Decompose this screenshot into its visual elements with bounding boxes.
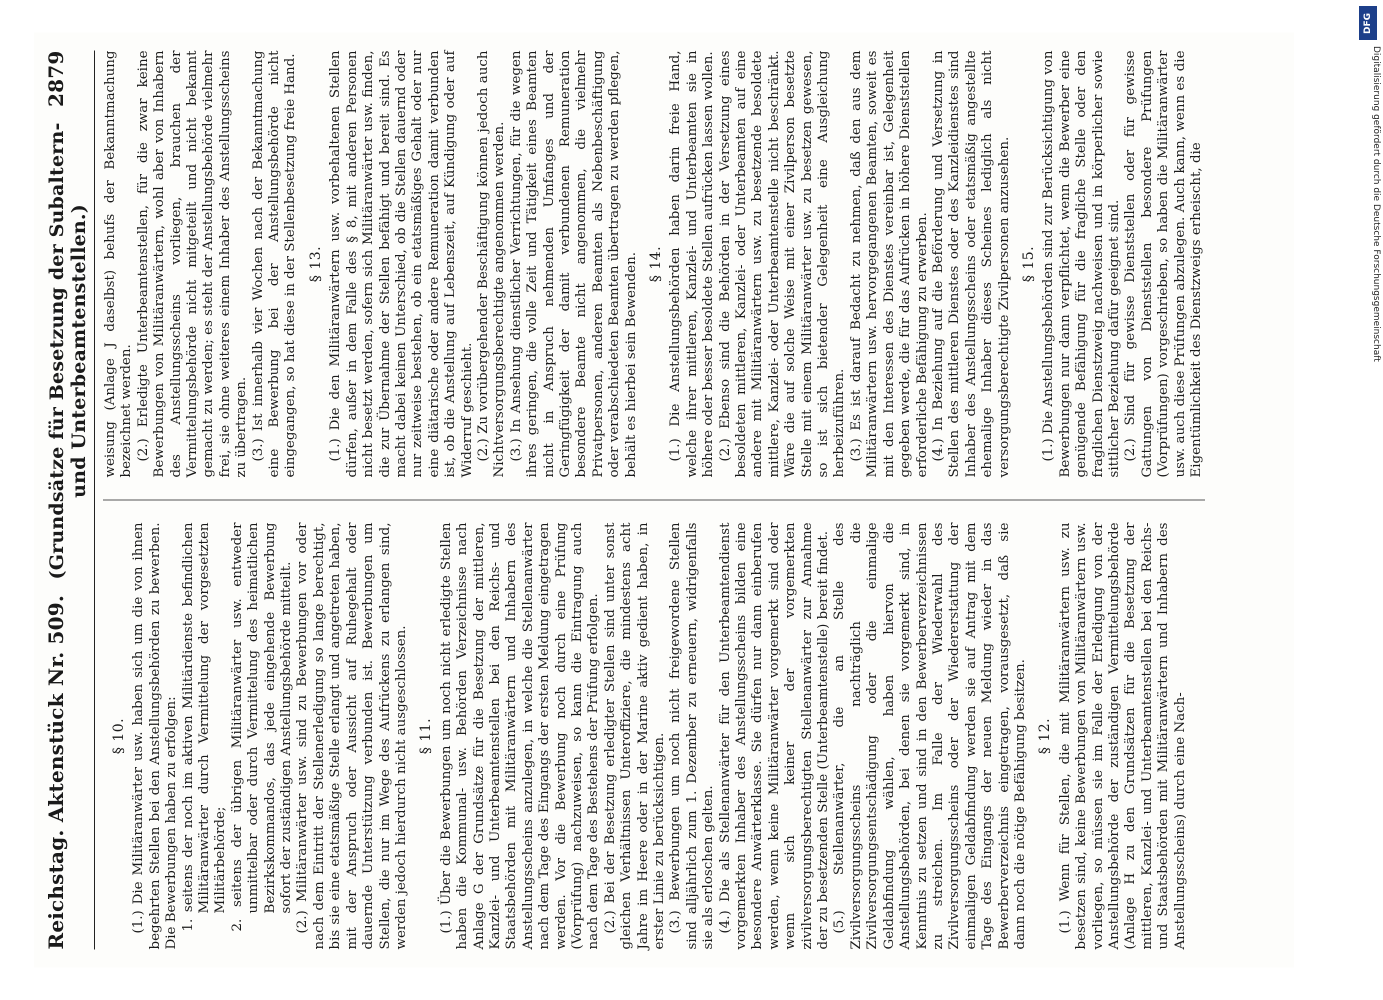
paragraph: (4.) Die als Stellenanwärter für den Unterbeamtendienst vorgemerkten Inhaber des Anstellungsscheins bilden eine besondere Anwärterklasse. Sie dürfen nur dann einberufen werden, wenn keine Militäranwärter vorgemerkt sind oder wenn sich keiner der vorgemerkten zivilversorgungsberechtigten Stellenanwärter zur Annahme der zu besetzenden Stelle (Unterbeamtenstelle) bereit findet. bbox=[717, 522, 831, 950]
text-columns bbox=[103, 51, 1205, 950]
paragraph: (3.) Ist innerhalb vier Wochen nach der Bekanntmachung eine Bewerbung bei der Anstellungsbehörde nicht eingegangen, so hat diese in der Stellenbesetzung freie Hand. bbox=[250, 50, 298, 478]
section-heading-13: § 13. bbox=[307, 245, 324, 283]
page-header bbox=[44, 51, 95, 950]
header-left: Reichstag. Aktenstück Nr. 509. bbox=[43, 594, 68, 950]
section-heading-10: § 10. bbox=[110, 717, 127, 755]
page-number: 2879 bbox=[43, 50, 68, 107]
paragraph: (2.) Ebenso sind die Behörden in der Versetzung eines besoldeten mittleren, Kanzlei- oder Unterbeamten auf eine andere mit Militäranwärtern usw. zu besetzende besoldete mittlere, Kanzlei- oder Unterbeamtenstelle nicht beschränkt. Wäre die auf solche Weise mit einer Zivilperson besetzte Stelle mit einem Militäranwärter usw. zu besetzen gewesen, so ist sich bietender Gelegenheit eine Ausgleichung herbeizuführen. bbox=[717, 50, 847, 478]
right-column bbox=[103, 51, 1205, 478]
paragraph: (5.) Stellenanwärter, die an Stelle des Zivilversorgungsscheins nachträglich die Zivilversorgungsentschädigung oder die einmalige Geldabfindung wählen, haben hiervon die Anstellungsbehörden, bei denen sie vorgemerkt sind, in Kenntnis zu setzen und sind in den Bewerberverzeichnissen zu streichen. Im Falle der Wiederwahl des Zivilversorgungsscheins oder der Wiedererstattung der einmaligen Geldabfindung werden sie auf Antrag mit dem Tage des Eingangs der neuen Meldung wieder in das Bewerberverzeichnis eingetragen, vorausgesetzt, daß sie dann noch die nötige Befähigung besitzen. bbox=[831, 522, 1028, 950]
dfg-logo: DFG bbox=[1359, 6, 1377, 40]
paragraph: (2.) Bei der Besetzung erledigter Stellen sind unter sonst gleichen Verhältnissen Unteroffiziere, die mindestens acht Jahre im Heere oder in der Marine aktiv gedient haben, in erster Linie zu berücksichtigen. bbox=[602, 522, 667, 950]
paragraph: weisung (Anlage J daselbst) behufs der Bekanntmachung bezeichnet werden. bbox=[102, 50, 134, 478]
paragraph: (3.) Es ist darauf Bedacht zu nehmen, daß den aus dem Militäranwärtern usw. hervorgegangenen Beamten, soweit es mit den Interessen des Dienstes vereinbar ist, Gelegenheit gegeben werde, die für das Aufrücken in höhere Dienststellen erforderliche Befähigung zu erwerben. bbox=[848, 50, 929, 478]
paragraph: (2.) Erledigte Unterbeamtenstellen, für die zwar keine Bewerbungen von Militäranwärtern, wohl aber von Inhabern des Anstellungsscheins vorliegen, brauchen der Vermittelungsbehörde nicht mitgeteilt und nicht bekannt gemacht zu werden; es steht der Anstellungsbehörde vielmehr frei, sie ohne weiteres einem Inhaber des Anstellungsscheins zu übertragen. bbox=[135, 50, 249, 478]
paragraph: (1.) Die Militäranwärter usw. haben sich um die von ihnen begehrten Stellen bei den Anstellungsbehörden zu bewerben. Die Bewerbungen haben zu erfolgen: bbox=[130, 522, 179, 950]
list-item: 1. seitens der noch im aktiven Militärdienste befindlichen Militäranwärter durch Vermittelung der vorgesetzten Militärbehörde; bbox=[180, 522, 228, 932]
paragraph: (4.) In Beziehung auf die Beförderung und Versetzung in Stellen des mittleren Dienstes oder des Kanzleidienstes sind Inhaber des Anstellungsscheins oder etatsmäßig angestellte ehemalige Inhaber dieses Scheines lediglich als nicht versorgungsberechtigte Zivilpersonen anzusehen. bbox=[930, 50, 1012, 478]
section-heading-14: § 14. bbox=[647, 245, 664, 283]
paragraph: (2.) Sind für gewisse Dienststellen oder für gewisse Gattungen von Dienststellen besondere Prüfungen (Vorprüfungen) vorgeschrieben, so haben die Militäranwärter usw. auch diese Prüfungen abzulegen. Auch kann, wenn es die Eigentümlichkeit des Dienstzweigs erheischt, die bbox=[1122, 50, 1204, 478]
paragraph: (2.) Zu vorübergehender Beschäftigung können jedoch auch Nichtversorgungsberechtigte angenommen werden. bbox=[475, 50, 507, 478]
paragraph: (1.) Die den Militäranwärtern usw. vorbehaltenen Stellen dürfen, außer in dem Falle des § 8, mit anderen Personen nicht besetzt werden, sofern sich Militäranwärter usw. finden, die zur Übernahme der Stellen befähigt und bereit sind. Es macht dabei keinen Unterschied, ob die Stellen dauernd oder nur zeitweise bestehen, ob ein etatsmäßiges Gehalt oder nur eine diätarische oder andere Remuneration damit verbunden ist, ob die Anstellung auf Lebenszeit, auf Kündigung oder auf Widerruf geschieht. bbox=[327, 50, 475, 478]
paragraph: (1.) Wenn für Stellen, die mit Militäranwärtern usw. zu besetzen sind, keine Bewerbungen von Militäranwärtern usw. vorliegen, so müssen sie im Falle der Erledigung von der Anstellungsbehörde der zuständigen Vermittelungsbehörde (Anlage H zu den Grundsätzen für die Besetzung der mittleren, Kanzlei- und Unterbeamtenstellen bei den Reichs- und Staatsbehörden mit Militäranwärtern und Inhabern des Anstellungsscheins) durch eine Nach- bbox=[1057, 522, 1188, 950]
paragraph: (2.) Militäranwärter usw. sind zu Bewerbungen vor oder nach dem Eintritt der Stellenerledigung so lange berechtigt, bis sie eine etatsmäßige Stelle erlangt und angetreten haben, mit der Anspruch oder Aussicht auf Ruhegehalt oder dauernde Unterstützung verbunden ist. Bewerbungen um Stellen, die nur im Wege des Aufrückens zu erlangen sind, werden jedoch hierdurch nicht ausgeschlossen. bbox=[294, 522, 409, 950]
paragraph: (1.) Die Anstellungsbehörden sind zur Berücksichtigung von Bewerbungen nur dann verpflichtet, wenn die Bewerber eine genügende Befähigung für die fragliche Stelle oder den fraglichen Dienstzweig nachweisen und in körperlicher sowie sittlicher Beziehung dafür geeignet sind. bbox=[1040, 50, 1122, 478]
header-title: (Grundsätze für Besetzung der Subaltern- und Unterbeamtenstellen.) bbox=[45, 122, 90, 580]
section-heading-15: § 15. bbox=[1020, 245, 1037, 283]
section-heading-12: § 12. bbox=[1036, 717, 1053, 755]
left-column bbox=[103, 523, 1205, 950]
document-page bbox=[34, 33, 1294, 968]
paragraph: (1.) Die Anstellungsbehörden haben darin freie Hand, welche ihrer mittleren, Kanzlei- und Unterbeamten sie in höhere oder besser besoldete Stellen aufrücken lassen wollen. bbox=[667, 50, 716, 478]
section-heading-11: § 11. bbox=[417, 717, 434, 755]
paragraph: (3.) Bewerbungen um noch nicht freigewordene Stellen sind alljährlich zum 1. Dezember zu erneuern, widrigenfalls sie als erloschen gelten. bbox=[667, 522, 716, 950]
list-item: 2. seitens der übrigen Militäranwärter usw. entweder unmittelbar oder durch Vermittelung des heimatlichen Bezirkskommandos, das jede eingehende Bewerbung sofort der zuständigen Anstellungsbehörde mitteilt. bbox=[229, 522, 294, 932]
paragraph: (1.) Über die Bewerbungen um noch nicht erledigte Stellen haben die Kommunal- usw. Behörden Verzeichnisse nach Anlage G der Grundsätze für die Besetzung der mittleren, Kanzlei- und Unterbeamtenstellen bei den Reichs- und Staatsbehörden mit Militäranwärtern und Inhabern des Anstellungsscheins anzulegen, in welche die Stellenanwärter nach dem Tage des Eingangs der ersten Meldung eingetragen werden. Vor die Bewerbung noch durch eine Prüfung (Vorprüfung) nachzuweisen, so kann die Eintragung auch nach dem Tage des Bestehens der Prüfung erfolgen. bbox=[438, 522, 601, 950]
paragraph: (3.) In Ansehung dienstlicher Verrichtungen, für die wegen ihres geringen, die volle Zeit und Tätigkeit eines Beamten nicht in Anspruch nehmenden Umfanges und der Geringfügigkeit der damit verbundenen Remuneration besondere Beamte nicht angenommen, die vielmehr Privatpersonen, anderen Beamten als Nebenbeschäftigung oder verabschiedeten Beamten übertragen zu werden pflegen, behält es hierbei sein Bewenden. bbox=[508, 50, 639, 478]
digitization-note: Digitalisierung gefördert durch die Deutsche Forschungsgemeinschaft bbox=[1371, 46, 1381, 362]
column-divider bbox=[103, 500, 1205, 501]
